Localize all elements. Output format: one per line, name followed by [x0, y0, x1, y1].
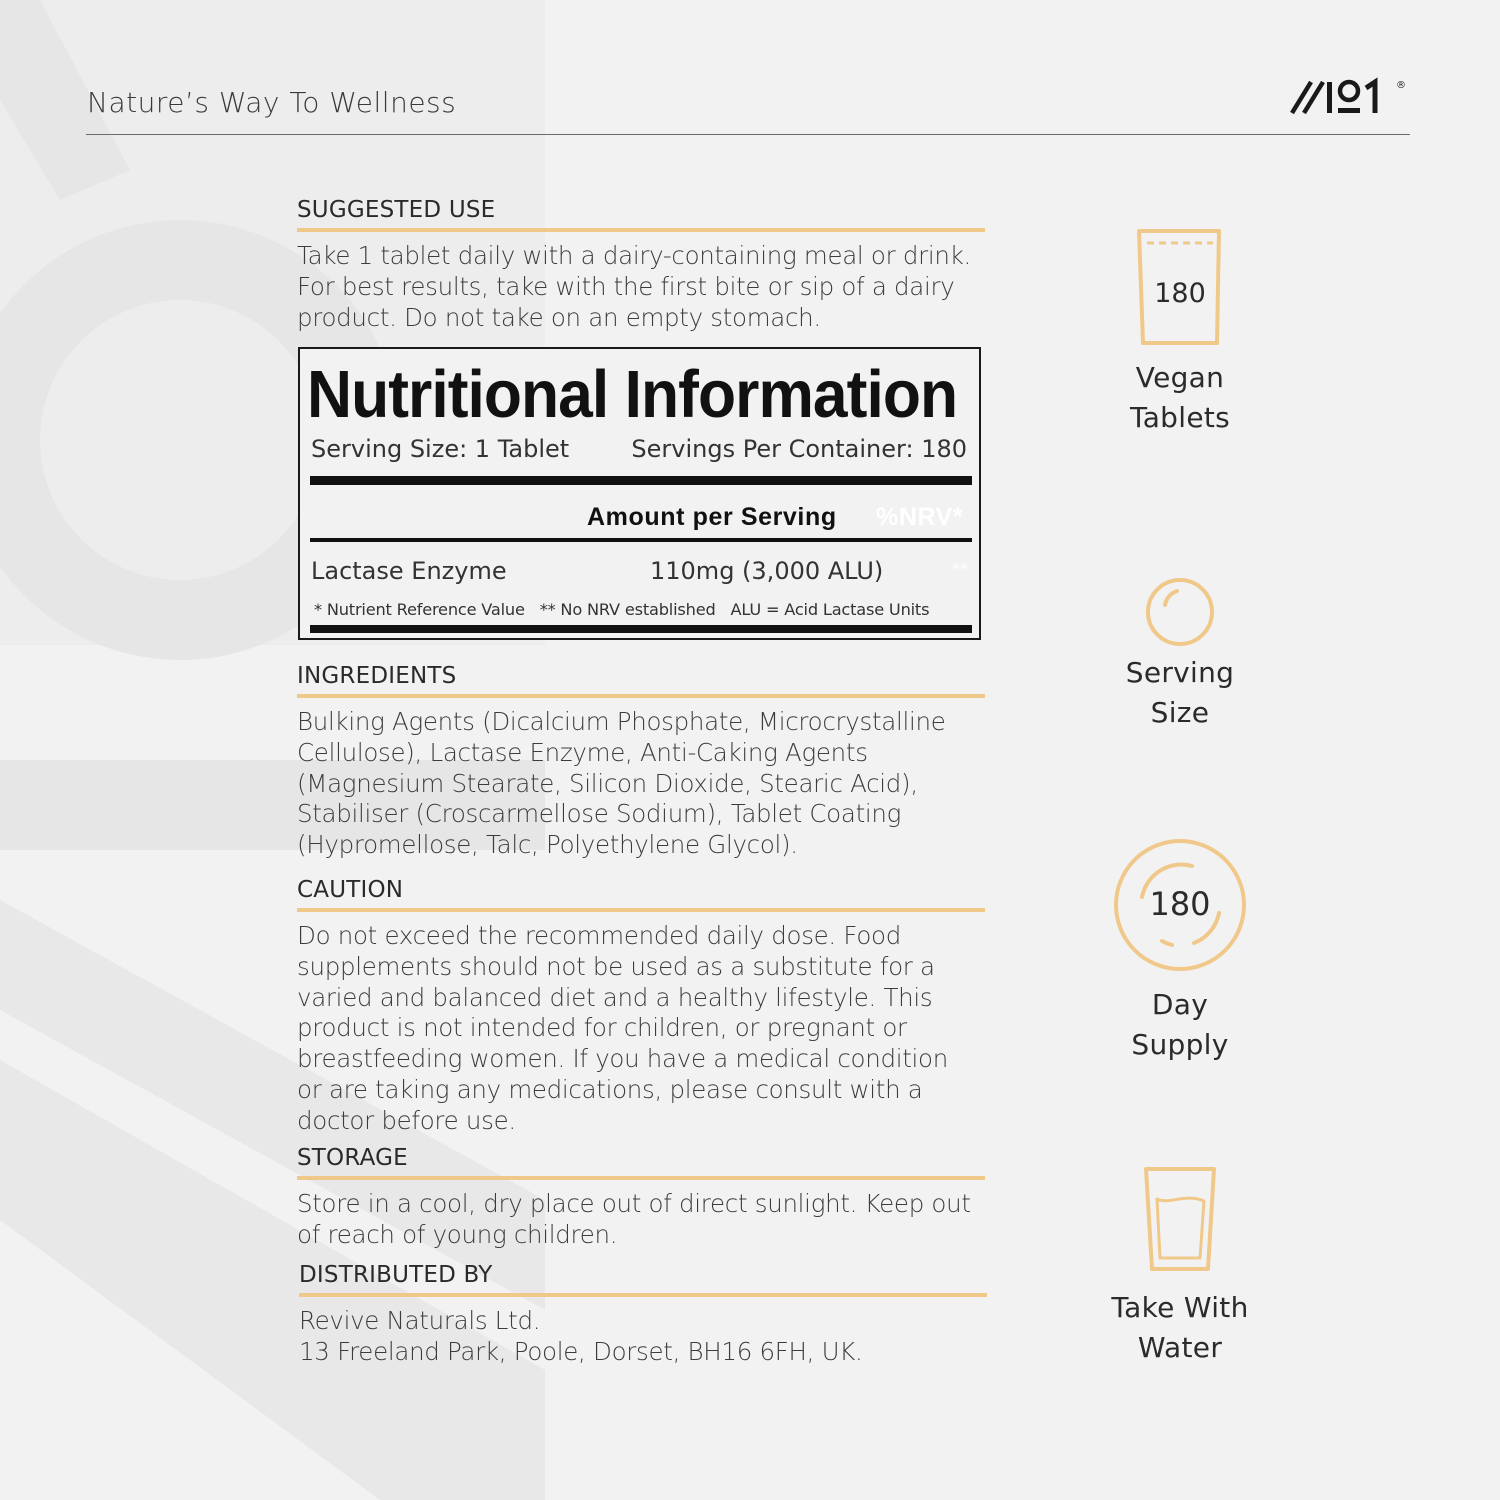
brand-logo	[1290, 76, 1412, 121]
footnote-no-nrv: ** No NRV established	[539, 600, 716, 619]
footnote-alu: ALU = Acid Lactase Units	[730, 600, 930, 619]
nutrient-name: Lactase Enzyme	[311, 557, 507, 585]
amount-per-serving-header: Amount per Serving	[587, 503, 837, 531]
section-heading: INGREDIENTS	[297, 664, 985, 698]
section-heading: CAUTION	[297, 878, 985, 912]
section-heading: DISTRIBUTED BY	[299, 1263, 987, 1297]
feature-serving-size	[1080, 577, 1280, 733]
brand-tagline: Nature’s Way To Wellness	[87, 86, 457, 119]
section-storage	[297, 1146, 987, 1251]
registered-mark: ®	[1396, 80, 1406, 91]
section-body: Revive Naturals Ltd. 13 Freeland Park, Poole, Dorset, BH16 6FH, UK.	[299, 1306, 863, 1366]
tablet-icon	[1145, 577, 1215, 647]
day-count: 180	[1149, 885, 1211, 923]
water-glass-icon	[1144, 1166, 1216, 1272]
section-body: Store in a cool, dry place out of direct sunlight. Keep out of reach of young children.	[297, 1189, 971, 1249]
section-caution	[297, 878, 987, 1137]
nutrition-title: Nutritional Information	[307, 357, 958, 432]
nutrition-panel	[298, 347, 981, 640]
nutrition-footnotes	[314, 600, 939, 619]
nutrient-amount: 110mg (3,000 ALU)	[650, 557, 884, 585]
section-heading: STORAGE	[297, 1146, 985, 1180]
section-body: Take 1 tablet daily with a dairy-containing meal or drink. For best results, take with the first bite or sip of a dairy product. Do not take on an empty stomach.	[297, 241, 972, 332]
nutrition-divider-thick	[310, 476, 972, 485]
section-distributed-by	[299, 1263, 989, 1368]
feature-vegan-tablets	[1080, 228, 1280, 438]
section-body: Bulking Agents (Dicalcium Phosphate, Microcrystalline Cellulose), Lactase Enzyme, Anti-Caking Agents (Magnesium Stearate, Silicon Dioxide, Stearic Acid), Stabiliser (Croscarmellose Sodium), Tablet Coating (Hypromellose, Talc, Polyethylene Glycol).	[297, 707, 946, 860]
feature-take-with-water	[1078, 1166, 1282, 1368]
pouch-count: 180	[1154, 278, 1206, 309]
nutrient-nrv: **	[952, 559, 968, 578]
section-ingredients	[297, 664, 987, 861]
nutrition-divider-bottom	[310, 625, 972, 633]
nutrition-divider	[310, 538, 972, 542]
section-heading: SUGGESTED USE	[297, 198, 985, 232]
servings-per-container: Servings Per Container: 180	[631, 435, 967, 463]
feature-label: Day Supply	[1131, 988, 1229, 1061]
pouch-icon	[1137, 228, 1223, 346]
feature-day-supply	[1080, 837, 1280, 1065]
header-divider	[86, 134, 1410, 135]
feature-label: Serving Size	[1125, 656, 1235, 729]
serving-size: Serving Size: 1 Tablet	[311, 435, 570, 463]
section-suggested-use	[297, 198, 987, 333]
footnote-nrv: * Nutrient Reference Value	[314, 600, 525, 619]
nrv-header: %NRV*	[876, 503, 964, 531]
feature-label: Vegan Tablets	[1129, 361, 1231, 434]
section-body: Do not exceed the recommended daily dose. Food supplements should not be used as a substitute for a varied and balanced diet and a healthy lifestyle. This product is not intended for children, or pregnant or breastfeeding women. If you have a medical condition or are taking any medications, please consult with a doctor before use.	[297, 921, 948, 1135]
feature-label: Take With Water	[1111, 1291, 1249, 1364]
day-ring-icon	[1112, 837, 1248, 973]
